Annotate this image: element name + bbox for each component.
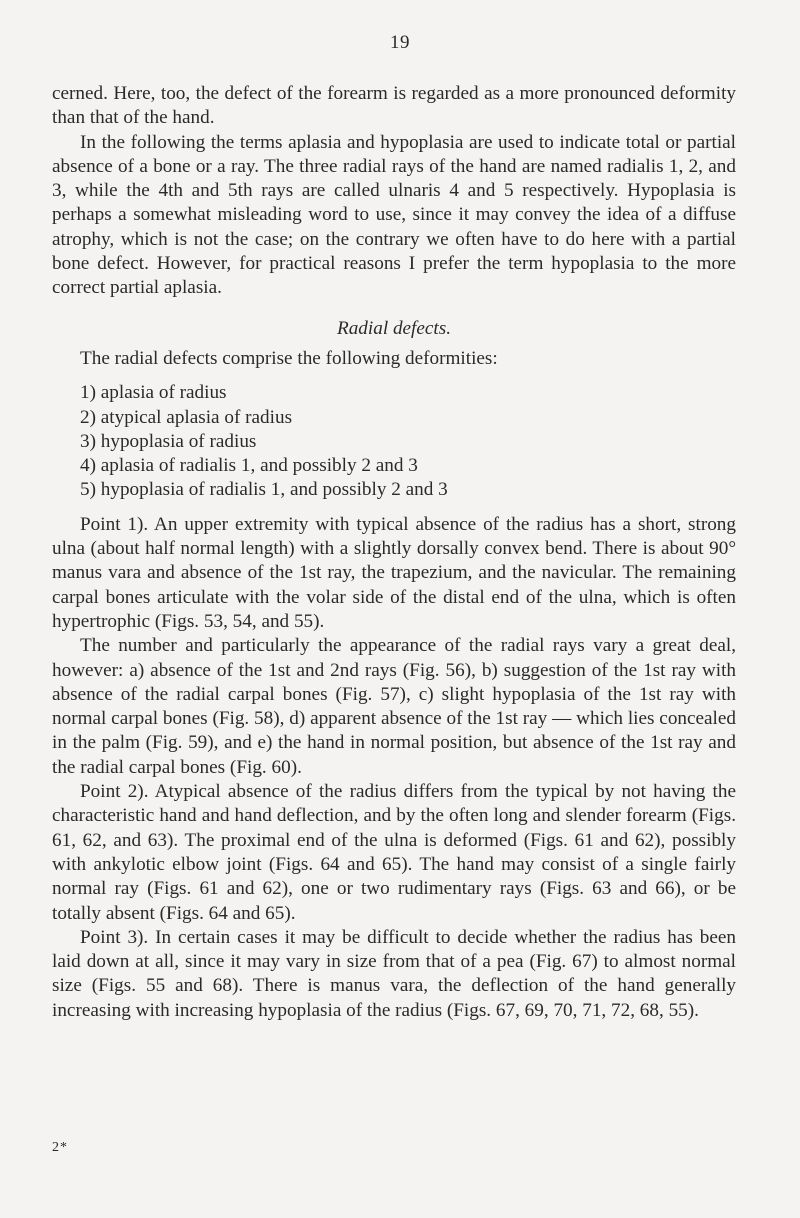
paragraph-terminology: In the following the terms aplasia and hypoplasia are used to indicate total or partial absence of a bone or a ray. The three radial rays of the hand are named radialis 1, 2, and 3, while the 4th and 5th rays are called ulnaris 4 and 5 respectively. Hypoplasia is perhaps a somewhat misleading word to use, since it may convey the idea of a diffuse atrophy, which is not the case; on the contrary we often have to do here with a partial bone defect. However, for practical reasons I prefer the term hypoplasia to the more correct partial aplasia.: [52, 131, 736, 299]
list-item: 5) hypoplasia of radialis 1, and possibly 2 and 3: [80, 479, 448, 501]
page-number: 19: [390, 32, 410, 53]
paragraph-point-1-variants: The number and particularly the appearance of the radial rays vary a great deal, however: a) absence of the 1st and 2nd rays (Fig. 56), b) suggestion of the 1st ray with absence of the radial carpal bones (Fig. 57), c) slight hypoplasia of the 1st ray with normal carpal bones (Fig. 58), d) apparent absence of the 1st ray — which lies concealed in the palm (Fig. 59), and e) the hand in normal position, but absence of the 1st ray and the radial carpal bones (Fig. 60).: [52, 635, 736, 778]
body-text: [52, 82, 736, 1023]
paragraph-point-1: Point 1). An upper extremity with typical absence of the radius has a short, strong ulna (about half normal length) with a slightly dorsally convex bend. There is about 90° manus vara and absence of the 1st ray, the trapezium, and the navicular. The remaining carpal bones articulate with the volar side of the distal end of the ulna, which is often hypertrophic (Figs. 53, 54, and 55).: [52, 513, 736, 632]
printer-signature: 2*: [52, 1140, 68, 1155]
defect-list: [52, 381, 736, 502]
list-intro: The radial defects comprise the following deformities:: [80, 347, 498, 369]
section-heading: Radial defects.: [336, 317, 452, 339]
list-item: 2) atypical aplasia of radius: [80, 406, 293, 428]
list-item: 1) aplasia of radius: [80, 382, 227, 404]
list-item: 3) hypoplasia of radius: [80, 430, 257, 452]
paragraph-continuation: cerned. Here, too, the defect of the forearm is regarded as a more pronounced deformity than that of the hand.: [52, 83, 736, 129]
list-item: 4) aplasia of radialis 1, and possibly 2 and 3: [80, 455, 418, 477]
paragraph-point-2: Point 2). Atypical absence of the radius differs from the typical by not having the characteristic hand and hand deflection, and by the often long and slender forearm (Figs. 61, 62, and 63). The proximal end of the ulna is deformed (Figs. 61 and 62), possibly with ankylotic elbow joint (Figs. 64 and 65). The hand may consist of a single fairly normal ray (Figs. 61 and 62), one or two rudimentary rays (Figs. 63 and 66), or be totally absent (Figs. 64 and 65).: [52, 781, 736, 924]
paragraph-point-3: Point 3). In certain cases it may be difficult to decide whether the radius has been laid down at all, since it may vary in size from that of a pea (Fig. 67) to almost normal size (Figs. 55 and 68). There is manus vara, the deflection of the hand generally increasing with increasing hypoplasia of the radius (Figs. 67, 69, 70, 71, 72, 68, 55).: [52, 926, 736, 1021]
